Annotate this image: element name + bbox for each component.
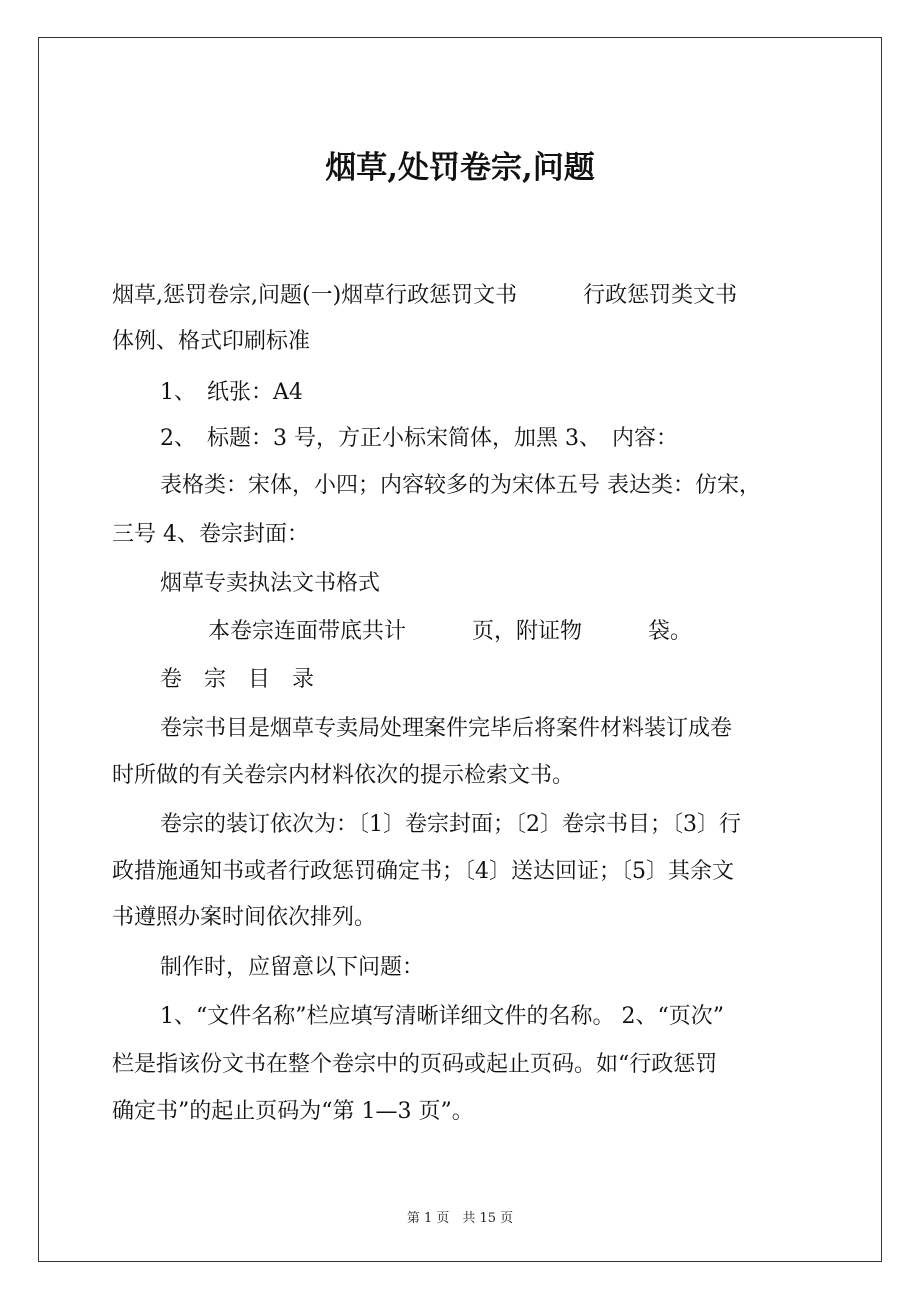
paragraph-line: 卷宗的装订依次为：〔1〕卷宗封面；〔2〕卷宗书目；〔3〕行 — [160, 812, 741, 837]
paragraph-line: 2、 标题：3 号，方正小标宋简体，加黑 3、 内容： — [160, 426, 678, 451]
paragraph-line: 烟草,惩罚卷宗,问题(一)烟草行政惩罚文书 行政惩罚类文书 — [112, 283, 738, 308]
paragraph-line: 烟草专卖执法文书格式 — [160, 571, 381, 596]
paragraph-line: 本卷宗连面带底共计 页，附证物 袋。 — [208, 619, 693, 644]
paragraph-line: 1、“文件名称”栏应填写清晰详细文件的名称。 2、“页次” — [160, 1004, 724, 1029]
page-footer: 第 1 页 共 15 页 — [406, 1211, 514, 1226]
paragraph-line: 表格类：宋体，小四；内容较多的为宋体五号 表达类：仿宋， — [160, 473, 761, 498]
paragraph-line: 制作时，应留意以下问题： — [160, 955, 425, 980]
paragraph-line: 卷宗书目是烟草专卖局处理案件完毕后将案件材料装订成卷 — [160, 716, 733, 741]
paragraph-line: 书遵照办案时间依次排列。 — [112, 905, 377, 930]
paragraph-line: 1、 纸张：A4 — [160, 380, 303, 405]
paragraph-line: 栏是指该份文书在整个卷宗中的页码或起止页码。如“行政惩罚 — [112, 1052, 718, 1077]
paragraph-line: 体例、格式印刷标准 — [112, 329, 311, 354]
section-heading: 卷 宗 目 录 — [160, 667, 315, 692]
paragraph-line: 确定书”的起止页码为“第 1—3 页”。 — [112, 1099, 474, 1124]
paragraph-line: 三号 4、卷宗封面： — [112, 522, 309, 547]
document-title: 烟草,处罚卷宗,问题 — [325, 150, 595, 186]
paragraph-line: 时所做的有关卷宗内材料依次的提示检索文书。 — [112, 763, 575, 788]
paragraph-line: 政措施通知书或者行政惩罚确定书；〔4〕送达回证；〔5〕其余文 — [112, 859, 734, 884]
